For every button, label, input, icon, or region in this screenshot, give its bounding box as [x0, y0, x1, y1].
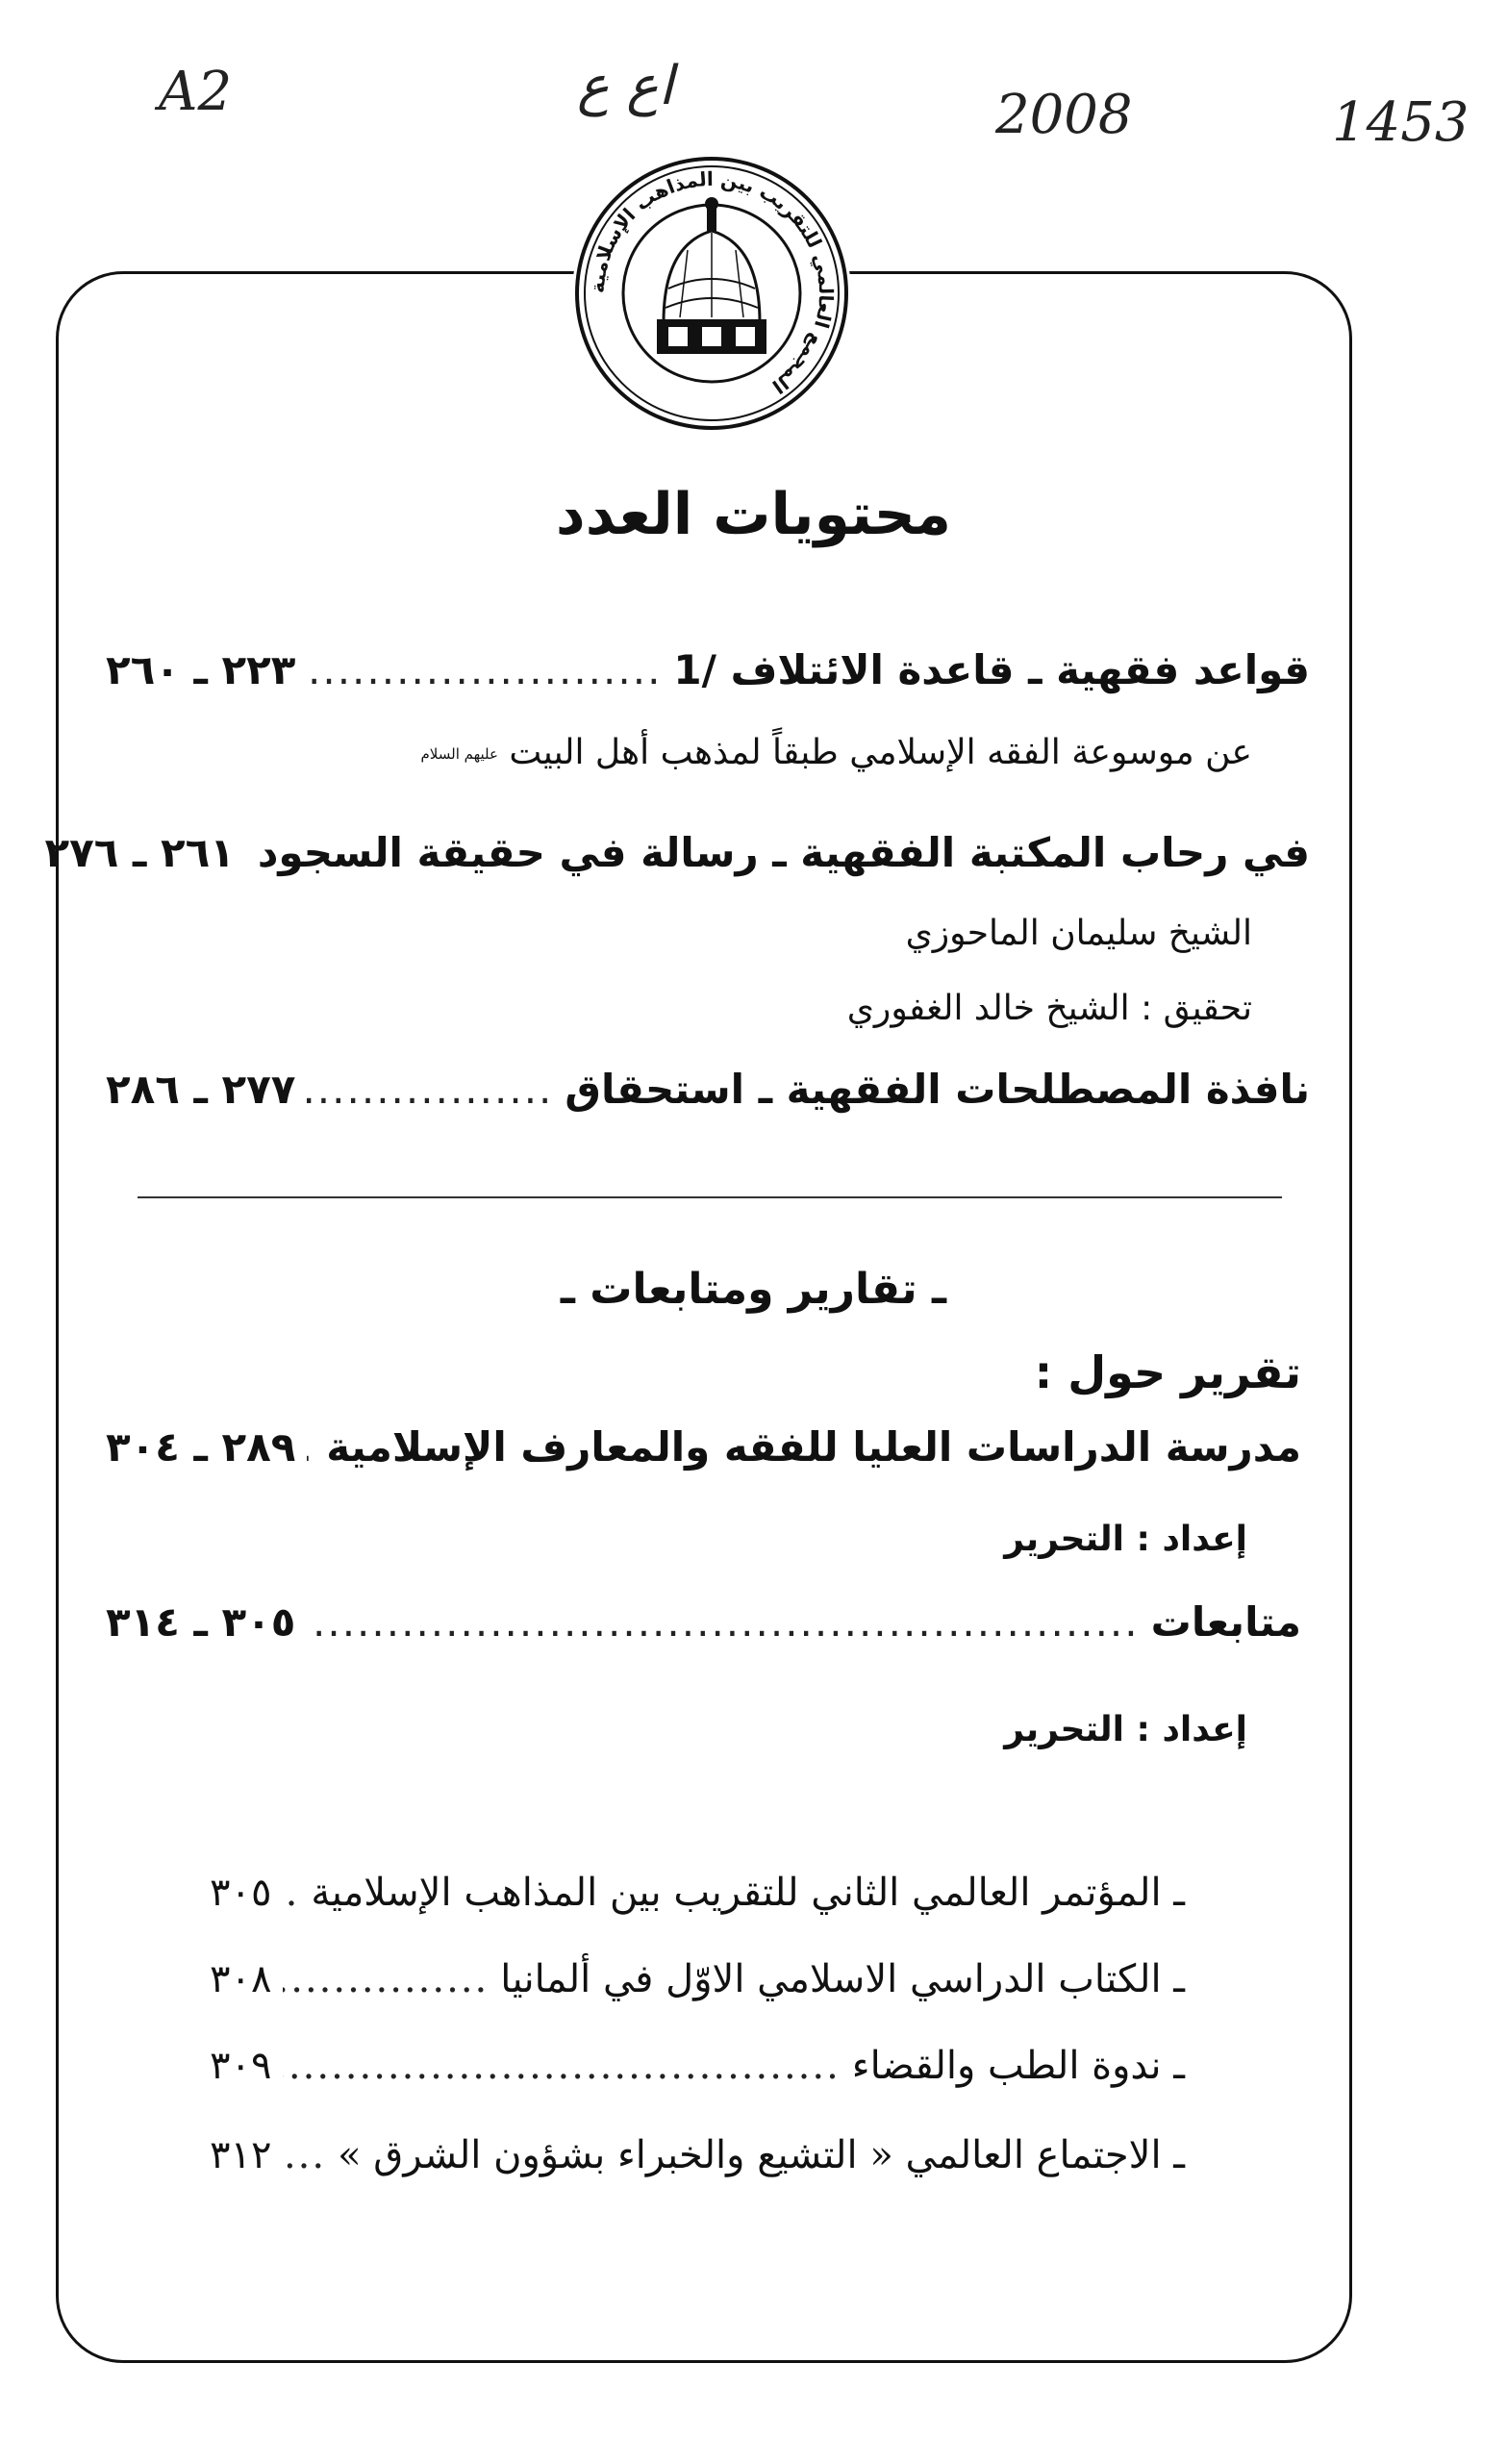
section-title: ـ تقارير ومتابعات ـ	[560, 1265, 947, 1314]
toc-entry-title: في رحاب المكتبة الفقهية ـ رسالة في حقيقة السجود	[257, 829, 1310, 876]
seal-emblem	[572, 154, 851, 433]
toc-entry-pages: ٢٨٩ ـ ٣٠٤	[106, 1423, 296, 1471]
toc-entry[interactable]	[106, 646, 1310, 693]
toc-subline-author: الشيخ سليمان الماحوزي	[905, 914, 1252, 953]
toc-subline-editor: تحقيق : الشيخ خالد الغفوري	[846, 989, 1252, 1028]
leader-dots	[307, 1598, 1139, 1646]
leader-dots	[283, 1957, 489, 2001]
leader-dots	[283, 1871, 299, 1915]
list-item[interactable]	[210, 2133, 1185, 2177]
section-divider	[138, 1196, 1282, 1198]
toc-entry-pages: ٢٦١ ـ ٢٧٦	[44, 829, 235, 876]
leader-dots	[307, 1066, 553, 1113]
toc-entry-pages: ٢٧٧ ـ ٢٨٦	[106, 1066, 296, 1113]
list-item[interactable]	[210, 1957, 1185, 2001]
toc-entry-title: نافذة المصطلحات الفقهية ـ استحقاق	[565, 1066, 1310, 1113]
toc-entry-title: متابعات	[1150, 1598, 1301, 1646]
toc-entry-title: مدرسة الدراسات العليا للفقه والمعارف الإسلامية	[326, 1423, 1301, 1471]
toc-entry-pages: ٢٢٣ ـ ٢٦٠	[106, 646, 296, 693]
toc-entry[interactable]	[106, 1423, 1301, 1471]
toc-entry[interactable]	[44, 829, 1310, 876]
toc-entry[interactable]	[106, 1598, 1301, 1646]
leader-dots	[283, 2133, 326, 2177]
leader-dots	[307, 646, 662, 693]
page-title: محتويات العدد	[555, 481, 952, 548]
list-item[interactable]	[210, 2044, 1185, 2088]
list-item-page: ٣٠٨	[210, 1957, 272, 2001]
handwritten-note-center: اع ع	[577, 55, 674, 117]
prepared-by: إعداد : التحرير	[1004, 1520, 1247, 1559]
honorific-mark: عليهم السلام	[420, 745, 498, 763]
prepared-by: إعداد : التحرير	[1004, 1710, 1247, 1749]
list-item-title: ـ الكتاب الدراسي الاسلامي الاوّل في ألمانيا	[500, 1957, 1185, 2001]
handwritten-year: 2008	[995, 84, 1133, 146]
list-item-title: ـ الاجتماع العالمي « التشيع والخبراء بشؤون الشرق »	[338, 2133, 1185, 2177]
toc-subline-encyclopedia: عن موسوعة الفقه الإسلامي طبقاً لمذهب أهل البيت عليهم السلام	[420, 733, 1252, 772]
toc-entry-title: قواعد فقهية ـ قاعدة الائتلاف /1	[673, 646, 1310, 693]
list-item-page: ٣٠٩	[210, 2044, 272, 2088]
handwritten-note-a2: A2	[159, 61, 233, 123]
list-item[interactable]	[210, 1871, 1185, 1915]
leader-dots	[283, 2044, 840, 2088]
toc-entry-pages: ٣٠٥ ـ ٣١٤	[106, 1598, 296, 1646]
seal-text: المجمع العالمي للتقريب بين المذاهب الإسلامية	[585, 166, 839, 399]
list-item-page: ٣٠٥	[210, 1871, 272, 1915]
report-heading: تقرير حول :	[1034, 1346, 1301, 1398]
toc-entry[interactable]	[106, 1066, 1310, 1113]
handwritten-number: 1453	[1332, 91, 1469, 154]
seal-icon	[572, 154, 851, 433]
list-item-page: ٣١٢	[210, 2133, 272, 2177]
leader-dots	[307, 1423, 314, 1471]
list-item-title: ـ ندوة الطب والقضاء	[851, 2044, 1185, 2088]
list-item-title: ـ المؤتمر العالمي الثاني للتقريب بين المذاهب الإسلامية	[311, 1871, 1185, 1915]
